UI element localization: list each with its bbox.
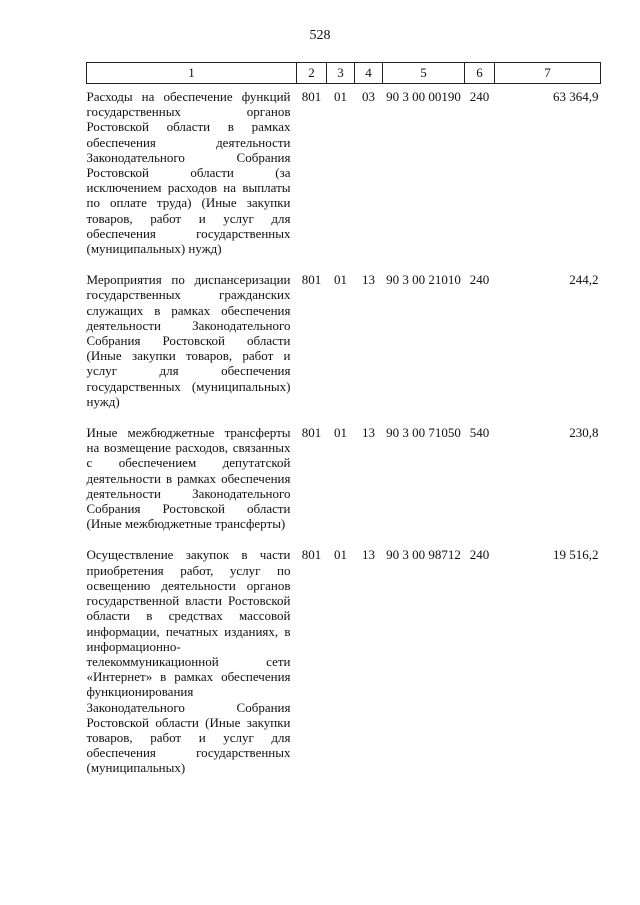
column-header-ministry: 2 <box>297 63 327 84</box>
row-amount: 19 516,2 <box>553 547 599 563</box>
row-target-article: 90 3 00 00190 <box>386 89 461 104</box>
row-subsection-code: 13 <box>362 425 375 441</box>
row-expense-type: 240 <box>469 89 490 104</box>
header-row <box>87 63 601 84</box>
row-ministry-code: 801 <box>301 425 322 441</box>
row-subsection-code: 13 <box>362 547 375 563</box>
row-section-code: 01 <box>334 547 347 563</box>
row-amount: 244,2 <box>569 272 599 288</box>
row-section-code: 01 <box>334 89 347 104</box>
row-expense-type: 240 <box>469 547 490 563</box>
row-description: Расходы на обеспечение функций государственных органов Ростовской области в рамках обеспечения деятельности Законодательного Собрания Ростовской области (за исключением расходов на выплаты по оплате труда) (Иные закупки товаров, работ и услуг для обеспечения государственных (муниципальных) нужд) <box>86 89 291 257</box>
column-header-expense-type: 6 <box>465 63 495 84</box>
row-description: Осуществление закупок в части приобретения работ, услуг по освещению деятельности органов государственной власти Ростовской области в средствах массовой информации, печатных изданиях, в информационно-телекоммуникационной сети «Интернет» в рамках обеспечения функционирования Законодательного Собрания Ростовской области (Иные закупки товаров, работ и услуг для обеспечения государственных (муниципальных) <box>86 547 291 776</box>
page-number: 528 <box>309 28 331 43</box>
row-description: Мероприятия по диспансеризации государственных гражданских служащих в рамках обеспечения деятельности Законодательного Собрания Ростовской области (Иные закупки товаров, работ и услуг для обеспечения государственных (муниципальных) нужд) <box>86 272 291 409</box>
row-ministry-code: 801 <box>301 547 322 563</box>
column-header-subsection: 4 <box>355 63 383 84</box>
column-header-amount: 7 <box>495 63 601 84</box>
row-target-article: 90 3 00 21010 <box>386 272 461 288</box>
row-section-code: 01 <box>334 425 347 441</box>
row-description: Иные межбюджетные трансферты на возмещение расходов, связанных с обеспечением депутатской деятельности в рамках обеспечения деятельности Законодательного Собрания Ростовской области (Иные межбюджетные трансферты) <box>86 425 291 532</box>
row-target-article: 90 3 00 71050 <box>386 425 461 441</box>
row-ministry-code: 801 <box>301 272 322 288</box>
table-row <box>87 267 601 420</box>
table-row <box>87 420 601 542</box>
row-subsection-code: 03 <box>362 89 375 104</box>
column-header-description: 1 <box>87 63 297 84</box>
column-header-target-article: 5 <box>383 63 465 84</box>
row-amount: 63 364,9 <box>553 89 599 104</box>
row-amount: 230,8 <box>569 425 599 441</box>
row-ministry-code: 801 <box>301 89 322 104</box>
row-subsection-code: 13 <box>362 272 375 288</box>
row-target-article: 90 3 00 98712 <box>386 547 461 563</box>
table-body <box>87 84 601 787</box>
row-expense-type: 540 <box>469 425 490 441</box>
table-row <box>87 542 601 786</box>
table-row <box>87 84 601 268</box>
budget-table <box>86 62 601 787</box>
column-header-section: 3 <box>327 63 355 84</box>
row-section-code: 01 <box>334 272 347 288</box>
table-header <box>87 63 601 84</box>
row-expense-type: 240 <box>469 272 490 288</box>
